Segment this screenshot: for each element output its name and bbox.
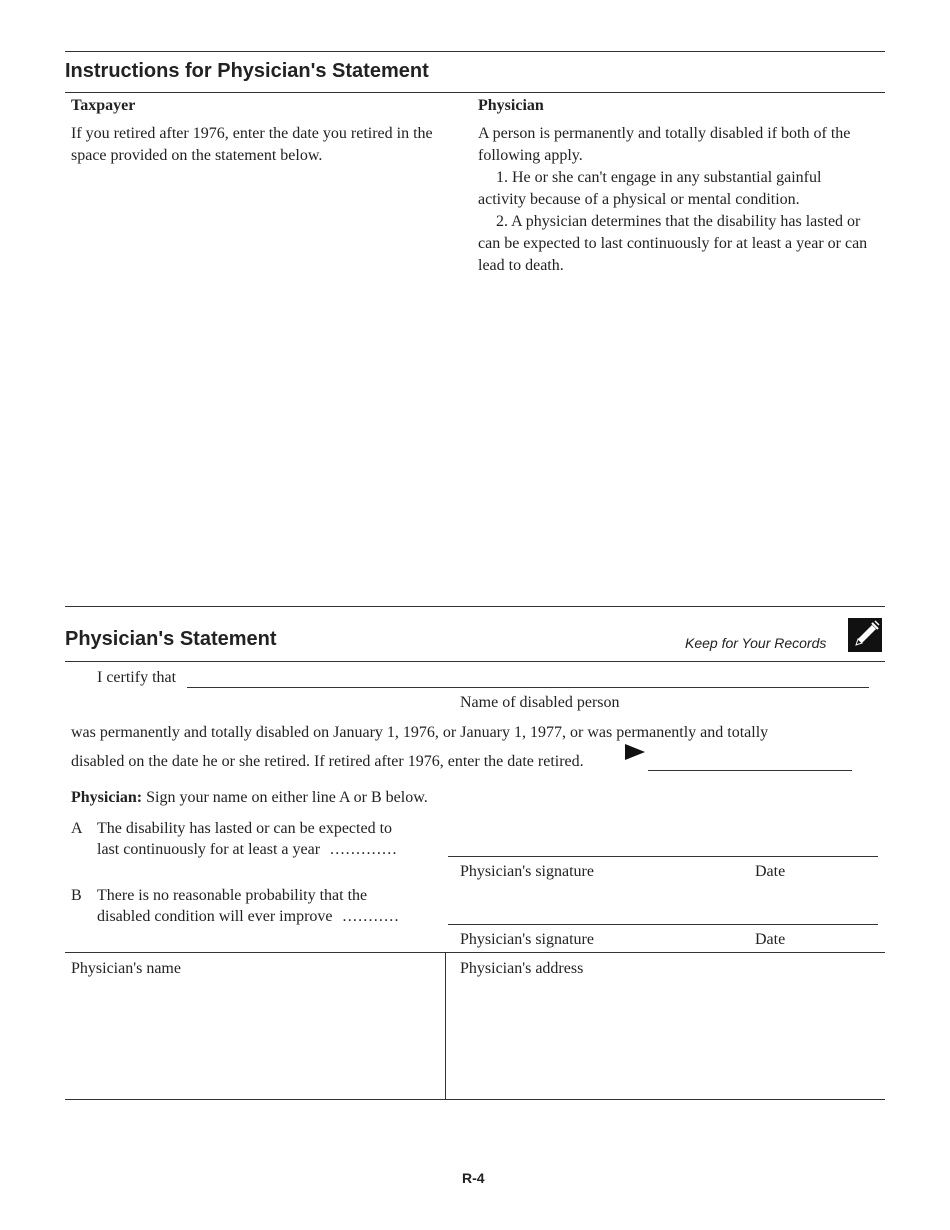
physician-instructions xyxy=(478,123,873,277)
line-b-letter: B xyxy=(71,887,82,904)
taxpayer-heading: Taxpayer xyxy=(71,97,136,114)
taxpayer-text: If you retired after 1976, enter the date you retired in the space provided on the statement below. xyxy=(71,125,433,164)
line-b-text-1: There is no reasonable probability that the xyxy=(97,887,368,904)
top-rule xyxy=(65,51,885,52)
name-caption: Name of disabled person xyxy=(460,694,620,711)
line-b-signature-field[interactable] xyxy=(448,924,878,925)
keep-records-label: Keep for Your Records xyxy=(685,635,827,651)
name-address-bottom-rule xyxy=(65,1099,885,1100)
physician-name-field[interactable]: Physician's name xyxy=(71,960,181,977)
statement-top-rule xyxy=(65,606,885,607)
instructions-title: Instructions for Physician's Statement xyxy=(65,60,429,82)
line-a-text-2-words: last continuously for at least a year xyxy=(97,841,321,858)
name-address-top-rule xyxy=(65,952,885,953)
arrow-right-icon xyxy=(625,744,645,760)
physician-intro: A person is permanently and totally disabled if both of the following apply. xyxy=(478,125,851,164)
line-a-signature-caption: Physician's signature xyxy=(460,863,594,880)
line-a-date-caption: Date xyxy=(755,863,786,880)
statement-paragraph-line-2: disabled on the date he or she retired. If retired after 1976, enter the date retired. xyxy=(71,753,584,770)
certify-label: I certify that xyxy=(97,669,177,686)
line-a-text-1: The disability has lasted or can be expected to xyxy=(97,820,393,837)
physician-item-2: 2. A physician determines that the disability has lasted or can be expected to last continuously for at least a year or can lead to death. xyxy=(478,213,868,274)
line-a-signature-field[interactable] xyxy=(448,856,878,857)
line-a-leader-dots: ............. xyxy=(330,841,398,858)
line-b-text-2-words: disabled condition will ever improve xyxy=(97,908,333,925)
line-b-text-2 xyxy=(97,906,400,928)
sign-instruction xyxy=(71,787,428,809)
line-b-signature-caption: Physician's signature xyxy=(460,931,594,948)
statement-title: Physician's Statement xyxy=(65,628,277,650)
line-b-leader-dots: ........... xyxy=(342,908,400,925)
physician-address-field[interactable]: Physician's address xyxy=(460,960,584,977)
name-address-divider xyxy=(445,952,446,1099)
line-a-letter: A xyxy=(71,820,83,837)
statement-title-rule xyxy=(65,661,885,662)
physician-item-1: 1. He or she can't engage in any substantial gainful activity because of a physical or mental condition. xyxy=(478,169,822,208)
page-number: R-4 xyxy=(462,1170,485,1186)
sign-instruction-bold: Physician: xyxy=(71,789,143,806)
line-a-text-2 xyxy=(97,839,398,861)
line-b-date-caption: Date xyxy=(755,931,786,948)
statement-paragraph-line-1: was permanently and totally disabled on January 1, 1976, or January 1, 1977, or was permanently and totally xyxy=(71,724,769,741)
sign-instruction-text: Sign your name on either line A or B below. xyxy=(146,789,428,806)
disabled-person-name-field[interactable] xyxy=(187,687,869,688)
physician-heading: Physician xyxy=(478,97,544,114)
pencil-icon xyxy=(848,618,882,652)
instructions-title-rule xyxy=(65,92,885,93)
retirement-date-field[interactable] xyxy=(648,770,852,771)
